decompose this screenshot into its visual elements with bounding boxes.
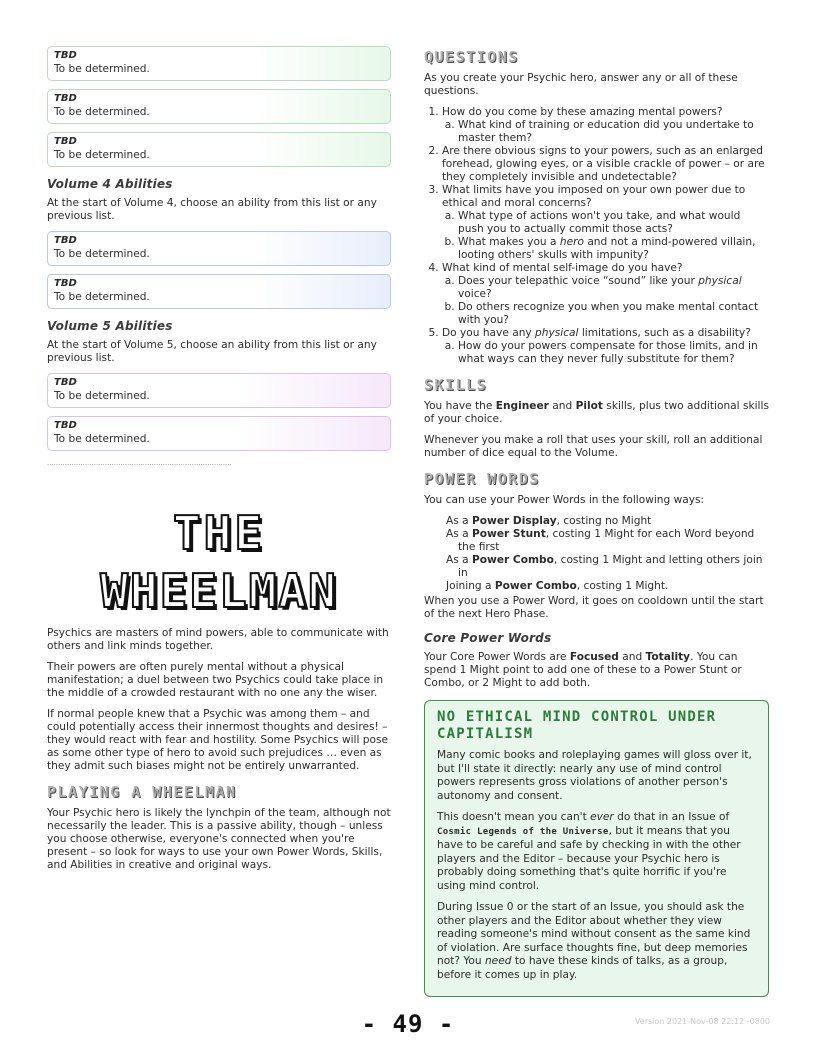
ability-text: To be determined. — [54, 63, 150, 75]
left-column — [47, 46, 391, 880]
volume4-intro: At the start of Volume 4, choose an ability from this list or any previous list. — [47, 197, 377, 222]
list-item: Joining a Power Combo, costing 1 Might. — [446, 580, 669, 592]
ability-text: To be determined. — [54, 433, 150, 445]
cooldown-text: When you use a Power Word, it goes on cooldown until the start of the next Hero Phase. — [424, 595, 764, 620]
ability-box — [47, 274, 391, 309]
core-power-words-heading: Core Power Words — [424, 631, 552, 645]
sidebar-callout — [424, 700, 769, 997]
playing-text: Your Psychic hero is likely the lynchpin of the team, although not necessarily the leader. This is a passive ability, though – unless you choose otherwise, everyone's connected when you're present – so look for ways to use your own Power Words, Skills, and Abilities in creative and original ways. — [47, 807, 391, 871]
intro-paragraph: Psychics are masters of mind powers, able to communicate with others and link minds together. — [47, 627, 389, 652]
power-words-list — [434, 515, 769, 593]
version-stamp: Version 2021-Nov-08 22:12 -0800 — [634, 1017, 770, 1026]
list-item — [442, 106, 769, 145]
question-text: What limits have you imposed on your own power due to ethical and moral concerns? — [442, 184, 746, 209]
skills-heading: SKILLS — [424, 376, 488, 394]
callout-paragraph: During Issue 0 or the start of an Issue, you should ask the other players and the Editor about whether they view reading someone's mind without consent as the same kind of violation. Are surface thoughts fine, but deep memories not? You need to have these kinds of talks, as a group, before it comes up in play. — [437, 901, 751, 981]
dotted-divider: ................................................................................... — [47, 459, 232, 467]
class-title-line1: THE — [172, 506, 266, 560]
ability-title: TBD — [54, 420, 77, 431]
volume5-intro: At the start of Volume 5, choose an ability from this list or any previous list. — [47, 339, 377, 364]
ability-title: TBD — [54, 278, 77, 289]
list-item: As a Power Stunt, costing 1 Might for each Word beyond the first — [446, 528, 755, 553]
class-title-line2: WHEELMAN — [100, 564, 338, 618]
page-number: - 49 - — [361, 1010, 455, 1038]
game-title: Cosmic Legends of the Universe — [437, 826, 609, 837]
power-words-intro: You can use your Power Words in the following ways: — [424, 494, 705, 506]
ability-title: TBD — [54, 235, 77, 246]
ability-box — [47, 132, 391, 167]
ability-title: TBD — [54, 50, 77, 61]
questions-intro: As you create your Psychic hero, answer any or all of these questions. — [424, 72, 738, 97]
playing-heading: PLAYING A WHEELMAN — [47, 783, 237, 801]
callout-paragraph: This doesn't mean you can't ever do that in an Issue of Cosmic Legends of the Universe, but it means that you have to be careful and safe by checking in with the other players and the Editor – because your Psychic hero is probably doing something that's quite horrific if you're using mind control. — [437, 811, 741, 892]
ability-title: TBD — [54, 136, 77, 147]
list-item: a. Does your telepathic voice “sound” like your physical voice? — [458, 275, 769, 301]
ability-box — [47, 373, 391, 408]
list-item: As a Power Combo, costing 1 Might and letting others join in — [446, 554, 763, 579]
list-item — [442, 262, 769, 327]
list-item: a. What kind of training or education did you undertake to master them? — [458, 119, 769, 145]
list-item — [442, 184, 769, 262]
power-words-heading: POWER WORDS — [424, 470, 540, 488]
ability-title: TBD — [54, 93, 77, 104]
callout-paragraph: Many comic books and roleplaying games will gloss over it, but I'll state it directly: nearly any use of mind control powers represents gross violations of another person's autonomy and consent. — [437, 749, 752, 802]
intro-paragraph: If normal people knew that a Psychic was among them – and could potentially access their innermost thoughts and desires! – they would react with fear and hostility. Some Psychics will pose as some other type of hero to avoid such prejudices … even as they admit such biases might not be entirely unwarranted. — [47, 708, 389, 772]
ability-box — [47, 46, 391, 81]
list-item: 2. Are there obvious signs to your powers, such as an enlarged forehead, glowing eyes, or a visible crackle of power – or are they completely invisible and undetectable? — [442, 145, 769, 184]
questions-list — [424, 106, 769, 366]
skills-roll-text: Whenever you make a roll that uses your skill, roll an additional number of dice equal to the Volume. — [424, 434, 763, 459]
core-power-words-text: Your Core Power Words are Focused and Totality. You can spend 1 Might point to add one of these to a Power Stunt or Combo, or 2 Might to add both. — [424, 651, 742, 689]
list-item: As a Power Display, costing no Might — [446, 515, 652, 527]
ability-text: To be determined. — [54, 291, 150, 303]
ability-box — [47, 89, 391, 124]
question-text: How do you come by these amazing mental powers? — [442, 106, 723, 118]
right-column — [424, 46, 769, 997]
ability-text: To be determined. — [54, 390, 150, 402]
ability-text: To be determined. — [54, 149, 150, 161]
volume4-heading: Volume 4 Abilities — [47, 177, 173, 191]
list-item: b. Do others recognize you when you make mental contact with you? — [458, 301, 769, 327]
ability-box — [47, 416, 391, 451]
intro-paragraph: Their powers are often purely mental without a physical manifestation; a duel between two Psychics could take place in the middle of a crowded restaurant with no one any the wiser. — [47, 661, 384, 699]
ability-text: To be determined. — [54, 248, 150, 260]
list-item: a. How do your powers compensate for those limits, and in what ways can they never fully substitute for them? — [458, 340, 769, 366]
ability-text: To be determined. — [54, 106, 150, 118]
list-item: a. What type of actions won't you take, and what would push you to actually commit those acts? — [458, 210, 769, 236]
list-item: b. What makes you a hero and not a mind-powered villain, looting others' skulls with impunity? — [458, 236, 769, 262]
question-text: What kind of mental self-image do you have? — [442, 262, 683, 274]
questions-heading: QUESTIONS — [424, 48, 519, 66]
ability-title: TBD — [54, 377, 77, 388]
list-item: 5. Do you have any physical limitations, such as a disability? a. How do your powers compensate for those limits, and in what ways can they never fully substitute for them? — [442, 327, 769, 366]
ability-box — [47, 231, 391, 266]
callout-heading: NO ETHICAL MIND CONTROL UNDER CAPITALISM — [437, 709, 717, 742]
volume5-heading: Volume 5 Abilities — [47, 319, 173, 333]
skills-text: You have the Engineer and Pilot skills, plus two additional skills of your choice. — [424, 400, 769, 425]
